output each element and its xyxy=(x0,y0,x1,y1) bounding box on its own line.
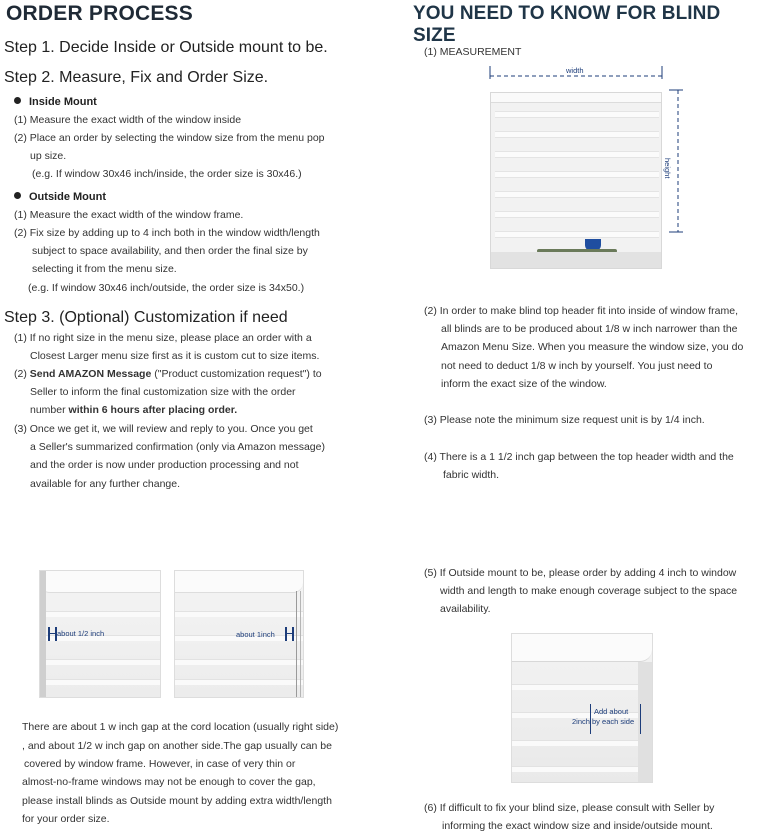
gap-note-line: for your order size. xyxy=(22,813,110,825)
note-2-line: all blinds are to be produced about 1/8 w inch narrower than the xyxy=(441,323,738,335)
gap-note-line: please install blinds as Outside mount by adding extra width/length xyxy=(22,795,332,807)
step3-line: and the order is now under production processing and not xyxy=(30,459,299,471)
order-process-title: ORDER PROCESS xyxy=(6,2,193,25)
width-label: width xyxy=(566,66,584,75)
gap-note-line: almost-no-frame windows may not be enough to cover the gap, xyxy=(22,776,316,788)
outside-line: (e.g. If window 30x46 inch/outside, the order size is 34x50.) xyxy=(28,282,305,294)
inside-line: (1) Measure the exact width of the window inside xyxy=(14,114,242,126)
note-2-line: not need to deduct 1/8 w inch by yourself. You just need to xyxy=(441,360,713,372)
height-label: height xyxy=(663,158,672,179)
within-6-hours: within 6 hours after placing order. xyxy=(68,404,238,416)
outside-mount-photo xyxy=(511,633,653,783)
step3-text: ("Product customization request") to xyxy=(151,368,322,380)
step3-line: (3) Once we get it, we will review and reply to you. Once you get xyxy=(14,423,313,435)
measurement-heading: (1) MEASUREMENT xyxy=(424,46,522,58)
note-5-line: availability. xyxy=(440,603,491,615)
note-6-line: informing the exact window size and inside/outside mount. xyxy=(442,820,713,832)
step-1: Step 1. Decide Inside or Outside mount to be. xyxy=(4,39,328,56)
outside-label: 2inch by each side xyxy=(572,717,635,726)
bullet-icon xyxy=(14,192,21,199)
note-4-line: (4) There is a 1 1/2 inch gap between the top header width and the xyxy=(424,451,734,463)
note-3: (3) Please note the minimum size request unit is by 1/4 inch. xyxy=(424,414,705,426)
note-2-line: (2) In order to make blind top header fit into inside of window frame, xyxy=(424,305,738,317)
inside-line: (e.g. If window 30x46 inch/inside, the order size is 30x46.) xyxy=(32,168,302,180)
gap-note-line: , and about 1/2 w inch gap on another side.The gap usually can be xyxy=(22,740,332,752)
step3-line: a Seller's summarized confirmation (only via Amazon message) xyxy=(30,441,325,453)
step-2: Step 2. Measure, Fix and Order Size. xyxy=(4,69,269,86)
gap-label-left: about 1/2 inch xyxy=(57,629,105,638)
inside-line: up size. xyxy=(30,150,67,162)
step3-line: Seller to inform the final customization size with the order xyxy=(30,386,296,398)
step3-text: (2) xyxy=(14,368,30,380)
blind-size-title: YOU NEED TO KNOW FOR BLIND SIZE xyxy=(413,3,721,46)
step3-text: menu size first as it is custom cut to size items. xyxy=(98,350,320,362)
outside-line: selecting it from the menu size. xyxy=(32,263,177,275)
outside-mount-label: Outside Mount xyxy=(29,191,106,203)
note-4-line: fabric width. xyxy=(443,469,500,481)
outside-mount-heading xyxy=(14,191,106,203)
outside-line: subject to space availability, and then order the final size by xyxy=(32,245,308,257)
outside-line: (1) Measure the exact width of the window frame. xyxy=(14,209,244,221)
inside-mount-label: Inside Mount xyxy=(29,96,97,108)
send-amazon-message: Send AMAZON Message xyxy=(29,368,152,380)
outside-line: (2) Fix size by adding up to 4 inch both in the window width/length xyxy=(14,227,320,239)
step3-text: number xyxy=(30,404,69,416)
step3-line: available for any further change. xyxy=(30,478,181,490)
inside-mount-heading xyxy=(14,96,97,108)
closest-larger: Closest Larger xyxy=(30,350,99,362)
bullet-icon xyxy=(14,97,21,104)
gap-note-line: covered by window frame. However, in case of very thin or xyxy=(24,758,296,770)
gap-note-line: There are about 1 w inch gap at the cord location (usually right side) xyxy=(22,721,339,733)
note-2-line: Amazon Menu Size. When you measure the window size, you do xyxy=(441,341,744,353)
inside-line: (2) Place an order by selecting the window size from the menu pop xyxy=(14,132,325,144)
note-6-line: (6) If difficult to fix your blind size, please consult with Seller by xyxy=(424,802,715,814)
zebra-blind-image xyxy=(490,92,662,269)
outside-label: Add about xyxy=(594,707,629,716)
note-5-line: width and length to make enough coverage subject to the space xyxy=(440,585,738,597)
note-5-line: (5) If Outside mount to be, please order by adding 4 inch to window xyxy=(424,567,737,579)
step3-line xyxy=(14,368,322,380)
step3-line xyxy=(30,404,237,416)
gap-label-right: about 1inch xyxy=(236,630,275,639)
step3-line: (1) If no right size in the menu size, please place an order with a xyxy=(14,332,312,344)
step3-line xyxy=(30,350,319,362)
note-2-line: inform the exact size of the window. xyxy=(441,378,607,390)
step-3: Step 3. (Optional) Customization if need xyxy=(4,309,288,326)
